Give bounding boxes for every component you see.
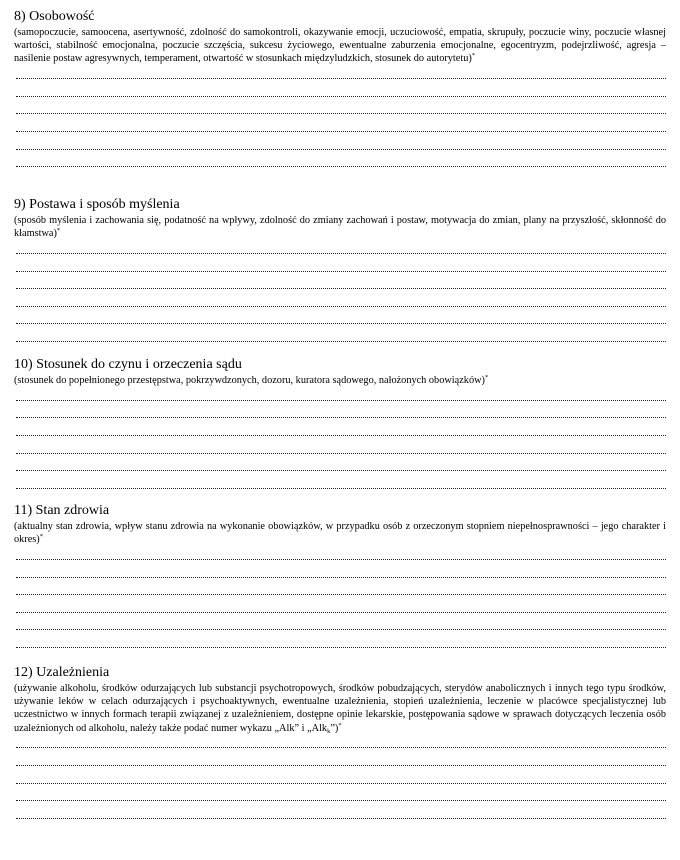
- section-description: (stosunek do popełnionego przestępstwa, pokrzywdzonych, dozoru, kuratora sądowego, nałożonych obowiązków)*: [14, 374, 489, 386]
- answer-line[interactable]: [14, 619, 666, 637]
- section-heading: 8) Osobowość: [14, 9, 95, 24]
- answer-line[interactable]: [14, 477, 666, 495]
- footnote-mark: *: [56, 227, 61, 235]
- section-description: (aktualny stan zdrowia, wpływ stanu zdrowia na wykonanie obowiązków, w przypadku osób z orzeczonym stopniem niepełnosprawności – jego charakter i okres)*: [14, 521, 666, 546]
- answer-line[interactable]: [14, 737, 666, 755]
- section-addictions: [14, 664, 666, 825]
- answer-line[interactable]: [14, 407, 666, 425]
- section-attitude-to-crime: [14, 356, 666, 495]
- answer-line[interactable]: [14, 790, 666, 808]
- answer-line[interactable]: [14, 389, 666, 407]
- subscript-k: k: [327, 727, 331, 735]
- footnote-mark: *: [471, 52, 476, 60]
- answer-line[interactable]: [14, 85, 666, 103]
- answer-line[interactable]: [14, 313, 666, 331]
- answer-line[interactable]: [14, 242, 666, 260]
- answer-line[interactable]: [14, 566, 666, 584]
- answer-line[interactable]: [14, 156, 666, 174]
- section-description: (używanie alkoholu, środków odurzających lub substancji psychotropowych, środków pobudzających, sterydów anabolicznych i innych tego typu środków, używanie leków w celach odurzających i psychoaktywnych, ewentualne uzależnienia, stopień uzależnienia, leczenie w placówce specjalistycznej lub uczestnictwo w innych formach terapii związanej z uzależnieniem, dostępne opinie lekarskie, postępowania sądowe w sprawach dotyczących leczenia osób uzależnionych od alkoholu, należy także podać numer wykazu „Alk” i „Alk$_k$”)*: [14, 683, 666, 735]
- answer-line[interactable]: [14, 754, 666, 772]
- footnote-mark: *: [484, 374, 489, 381]
- section-heading: 9) Postawa i sposób myślenia: [14, 197, 180, 212]
- answer-line[interactable]: [14, 807, 666, 825]
- section-description: (sposób myślenia i zachowania się, podatność na wpływy, zdolność do zmiany zachowań i postaw, motywacja do zmian, plany na przyszłość, skłonność do kłamstwa)*: [14, 215, 666, 240]
- answer-lines[interactable]: [14, 68, 666, 174]
- footnote-mark: *: [338, 721, 342, 729]
- section-attitude: [14, 196, 666, 348]
- answer-line[interactable]: [14, 442, 666, 460]
- answer-line[interactable]: [14, 68, 666, 86]
- answer-line[interactable]: [14, 601, 666, 619]
- answer-line[interactable]: [14, 636, 666, 654]
- answer-line[interactable]: [14, 584, 666, 602]
- answer-line[interactable]: [14, 138, 666, 156]
- section-heading: 12) Uzależnienia: [14, 665, 110, 680]
- answer-line[interactable]: [14, 548, 666, 566]
- answer-line[interactable]: [14, 260, 666, 278]
- section-heading: 11) Stan zdrowia: [14, 503, 110, 518]
- answer-line[interactable]: [14, 120, 666, 138]
- answer-lines[interactable]: [14, 548, 666, 654]
- section-health: [14, 502, 666, 654]
- section-heading: 10) Stosunek do czynu i orzeczenia sądu: [14, 357, 242, 372]
- answer-line[interactable]: [14, 103, 666, 121]
- answer-line[interactable]: [14, 278, 666, 296]
- answer-line[interactable]: [14, 424, 666, 442]
- section-personality: [14, 8, 666, 173]
- answer-lines[interactable]: [14, 242, 666, 348]
- section-description: (samopoczucie, samoocena, asertywność, zdolność do samokontroli, okazywanie emocji, uczuciowość, empatia, skrupuły, poczucie winy, poczucie własnej wartości, stabilność emocjonalna, poczucie szczęścia, sukcesu życiowego, ewentualne zaburzenia emocjonalne, egocentryzm, podejrzliwość, agresja – nasilenie postaw agresywnych, temperament, otwartość w stosunkach międzyludzkich, stosunek do autorytetu)*: [14, 27, 666, 65]
- answer-line[interactable]: [14, 772, 666, 790]
- answer-lines[interactable]: [14, 737, 666, 825]
- answer-lines[interactable]: [14, 389, 666, 495]
- answer-line[interactable]: [14, 330, 666, 348]
- answer-line[interactable]: [14, 460, 666, 478]
- answer-line[interactable]: [14, 295, 666, 313]
- footnote-mark: *: [39, 533, 43, 541]
